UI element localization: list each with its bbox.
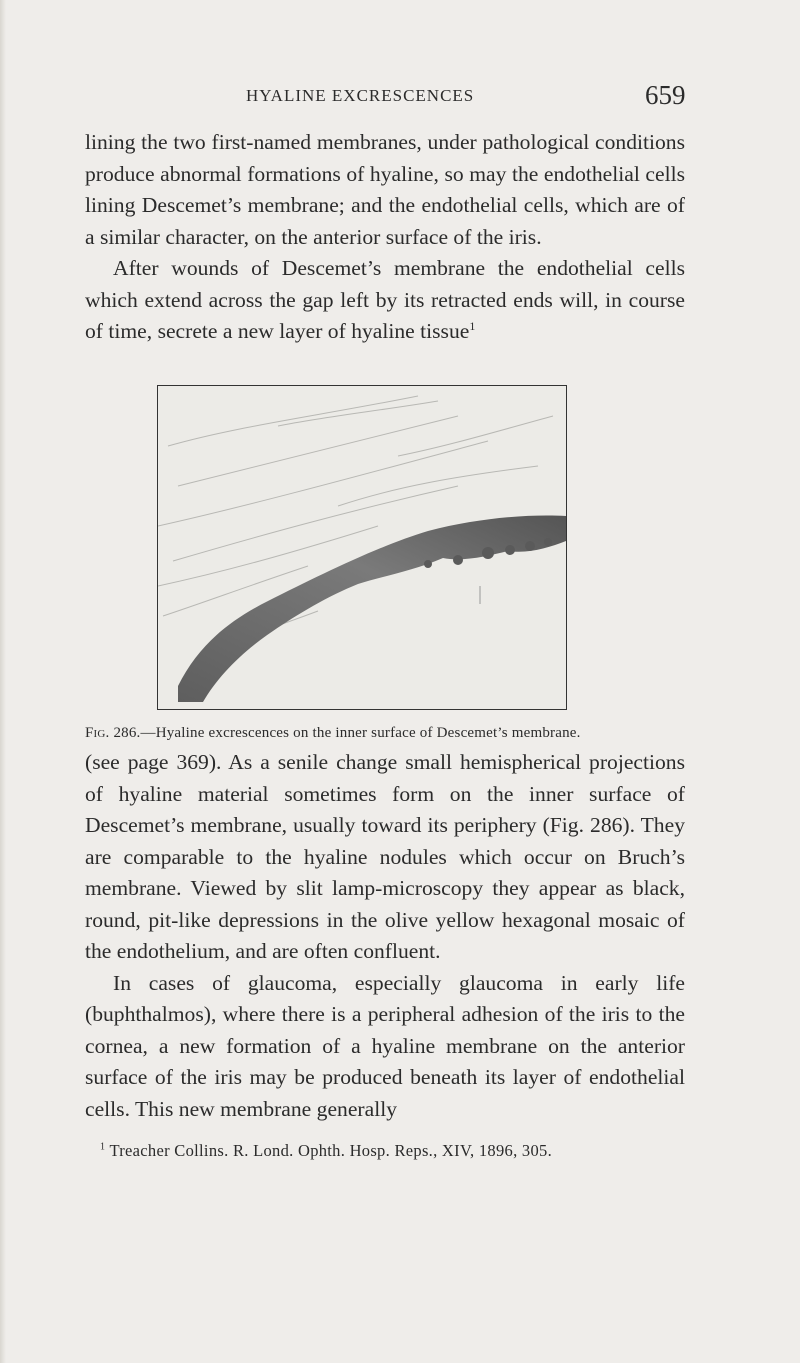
membrane-illustration <box>158 386 566 709</box>
body-text-bottom <box>85 747 685 1125</box>
footnote <box>100 1141 700 1161</box>
paragraph-continued: lining the two first-named membranes, under pathological conditions produce abnormal formations of hyaline, so may the endothelial cells lining Descemet’s membrane; and the endothelial cells, which are of a similar character, on the anterior surface of the iris. <box>85 130 685 249</box>
footnote-reference: 1 <box>469 318 476 333</box>
descemet-membrane-band <box>178 516 566 702</box>
figure-label: Fig. 286. <box>85 725 141 741</box>
page-number: 659 <box>645 80 686 110</box>
body-text-top <box>85 127 685 348</box>
figure-caption <box>85 725 695 742</box>
paragraph-text: After wounds of Descemet’s membrane the endothelial cells which extend across the gap left by its retracted ends will, in course of time, secrete a new layer of hyaline tissue <box>85 256 685 343</box>
paragraph-senile-change: (see page 369). As a senile change small hemispherical projections of hyaline material sometimes form on the inner surface of Descemet’s membrane, usually toward its periphery (Fig. 286). They are comparable to the hyaline nodules which occur on Bruch’s membrane. Viewed by slit lamp-microscopy they appear as black, round, pit-like depressions in the olive yellow hexagonal mosaic of the endothelium, and are often confluent. <box>85 750 685 963</box>
footnote-marker: 1 <box>100 1141 106 1153</box>
paragraph-glaucoma: In cases of glaucoma, especially glaucoma in early life (buphthalmos), where there is a peripheral adhesion of the iris to the cornea, a new formation of a hyaline membrane on the anterior surface of the iris may be produced beneath its layer of endothelial cells. This new membrane generally <box>85 970 685 1121</box>
page-edge <box>0 0 6 1363</box>
figure-286-illustration <box>157 385 567 710</box>
paragraph-descemet-wounds <box>85 253 685 348</box>
footnote-text: Treacher Collins. R. Lond. Ophth. Hosp. Reps., XIV, 1896, 305. <box>109 1141 553 1160</box>
running-head: HYALINE EXCRESCENCES <box>246 86 475 105</box>
figure-caption-text: —Hyaline excrescences on the inner surface of Descemet’s membrane. <box>140 725 581 741</box>
